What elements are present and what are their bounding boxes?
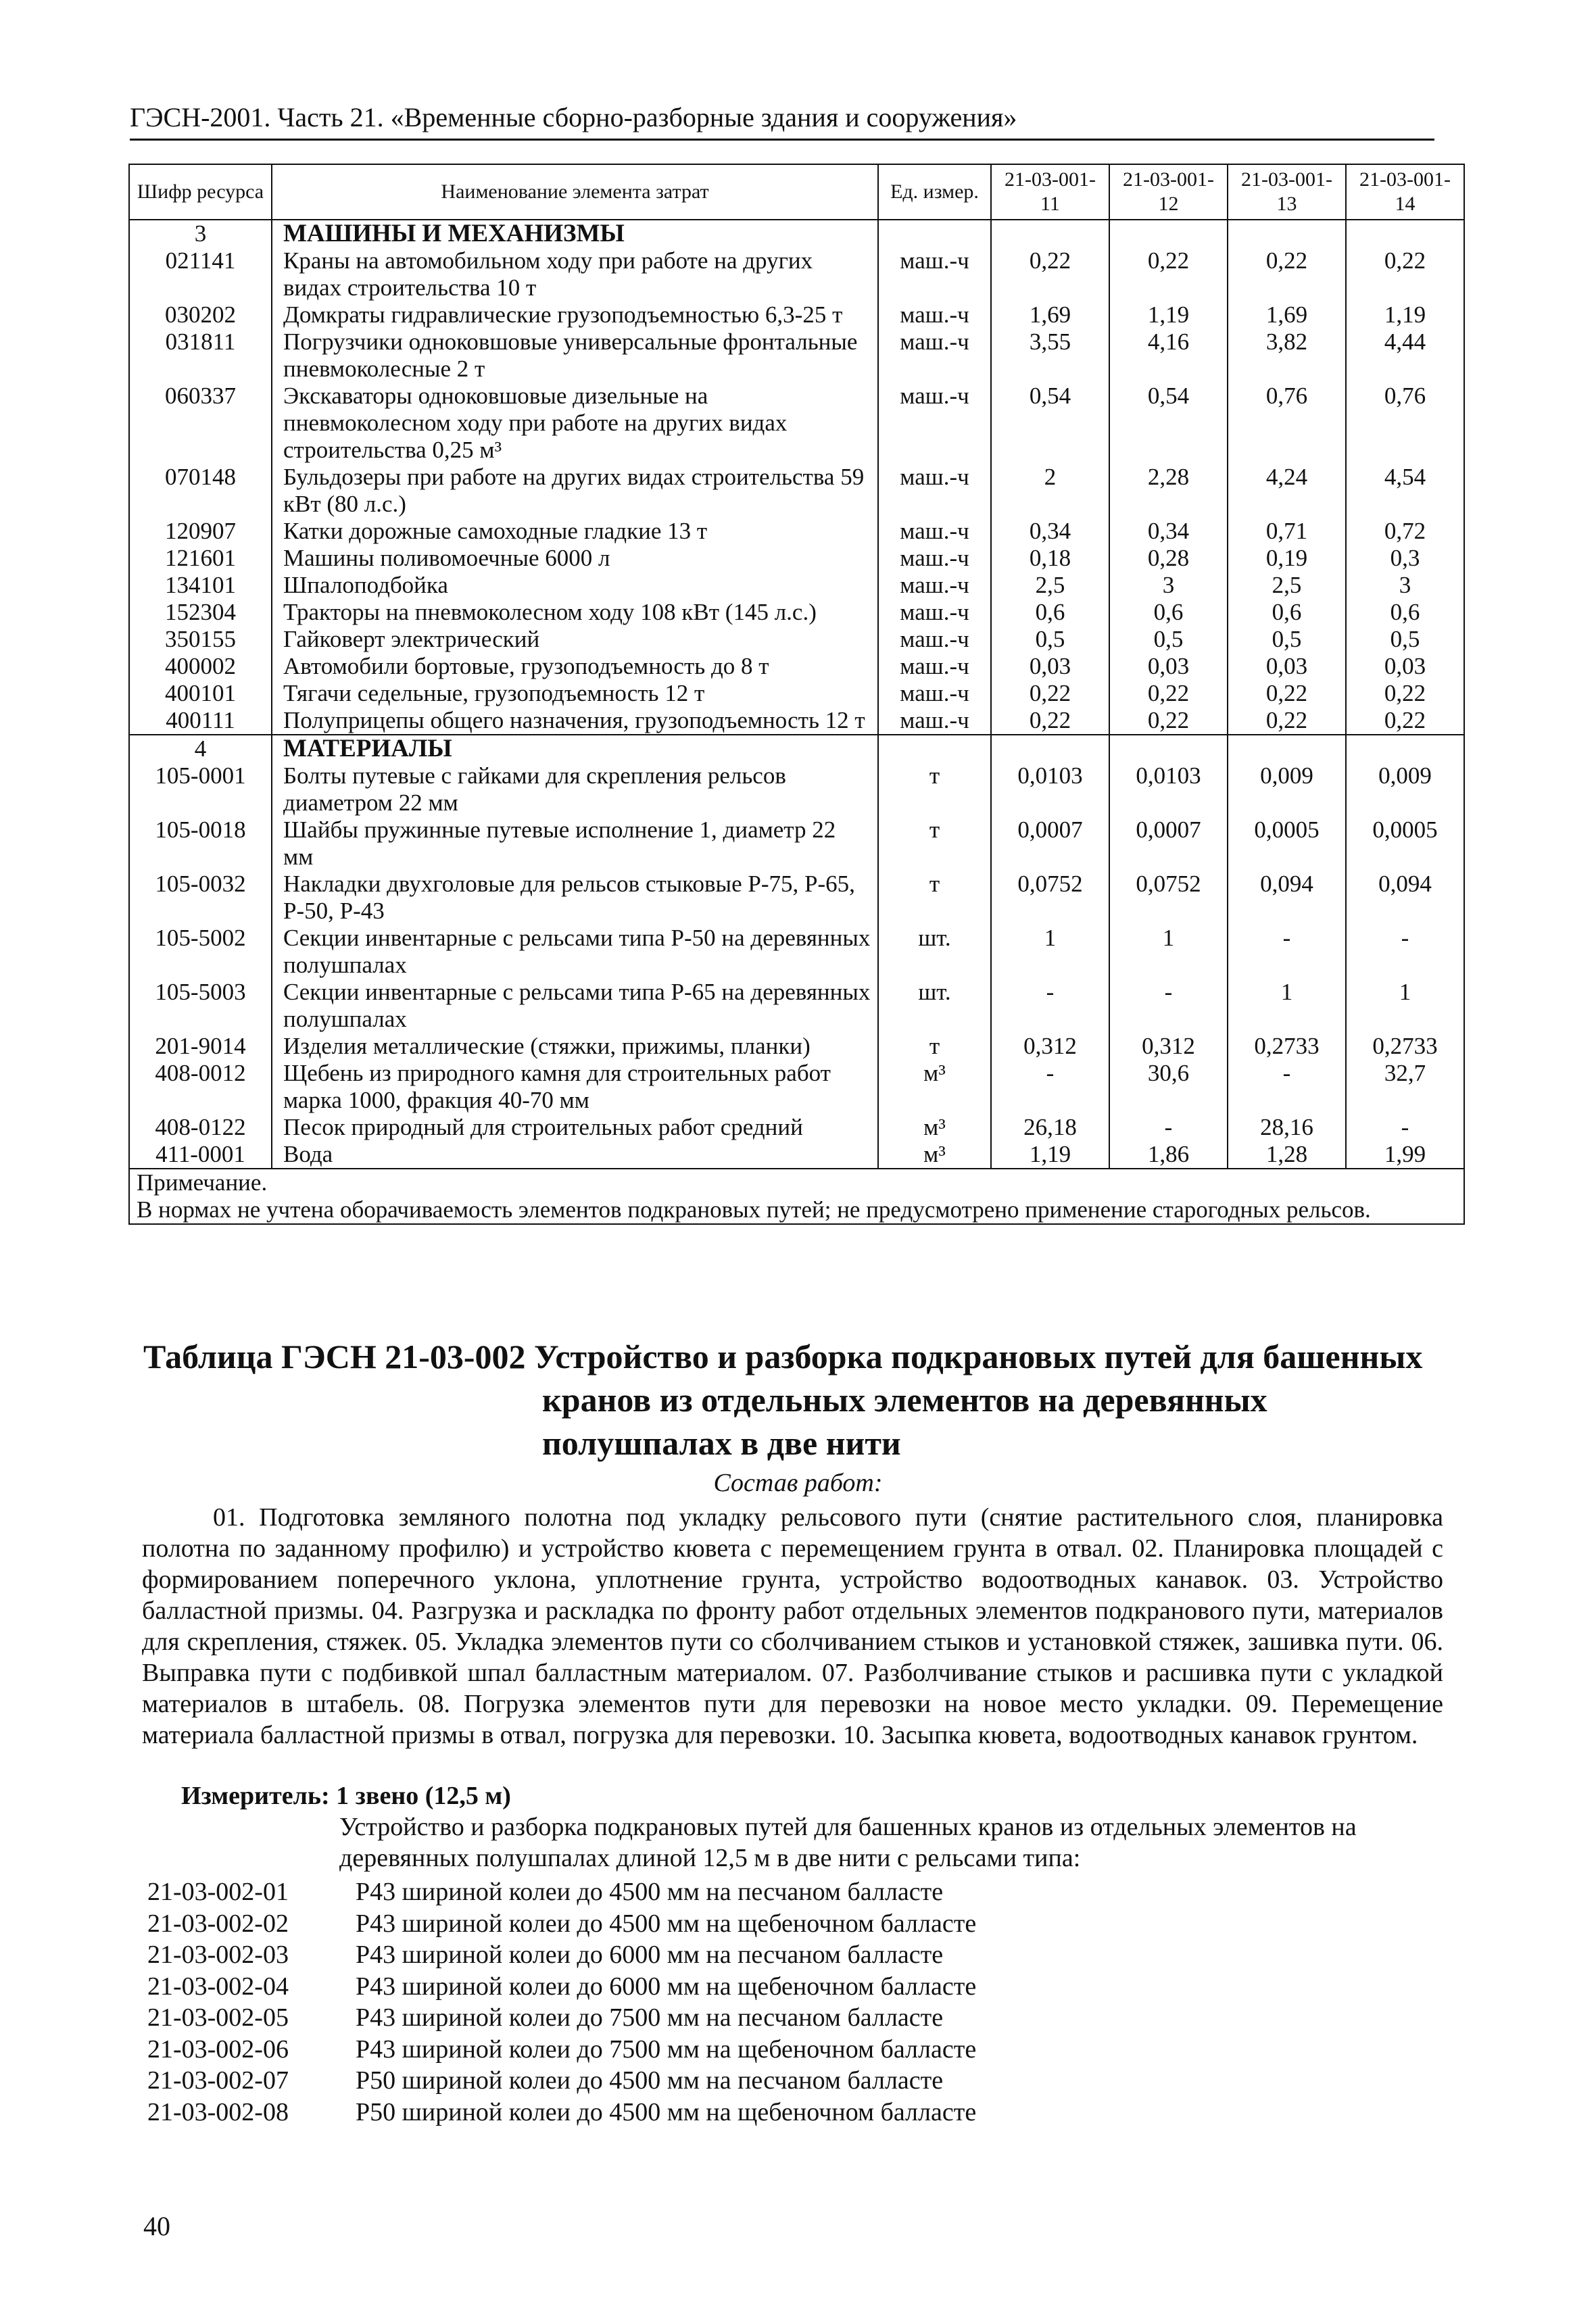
unit: маш.-ч — [878, 680, 991, 707]
norm-value: 0,72 — [1346, 518, 1464, 545]
resource-name: Секции инвентарные с рельсами типа Р-50 на деревянных полушпалах — [272, 925, 878, 979]
norm-value: 0,22 — [991, 247, 1109, 301]
section-title: МАШИНЫ И МЕХАНИЗМЫ — [272, 220, 878, 247]
norm-value: 1,28 — [1228, 1141, 1346, 1169]
code-list-item — [147, 1908, 976, 1940]
table-row — [129, 599, 1464, 626]
table-row — [129, 1033, 1464, 1060]
norm-value: 0,28 — [1109, 545, 1228, 572]
col-header-code: Шифр ресурса — [129, 164, 272, 220]
norm-value: 1,19 — [991, 1141, 1109, 1169]
resource-name: Гайковерт электрический — [272, 626, 878, 653]
col-header-norm-13: 21-03-001-13 — [1228, 164, 1346, 220]
norm-value: 32,7 — [1346, 1060, 1464, 1114]
resource-name: Тракторы на пневмоколесном ходу 108 кВт (145 л.с.) — [272, 599, 878, 626]
norm-value: 0,5 — [1109, 626, 1228, 653]
resource-name: Катки дорожные самоходные гладкие 13 т — [272, 518, 878, 545]
resource-name: Автомобили бортовые, грузоподъемность до 8 т — [272, 653, 878, 680]
unit: маш.-ч — [878, 599, 991, 626]
resource-code: 060337 — [129, 383, 272, 464]
unit: т — [878, 871, 991, 925]
table-row — [129, 383, 1464, 464]
code-list-item — [147, 2034, 976, 2066]
unit: т — [878, 762, 991, 817]
norm-value: 3 — [1109, 572, 1228, 599]
norm-value: 0,03 — [1109, 653, 1228, 680]
norm-value: 0,0005 — [1228, 817, 1346, 871]
norm-value: 1 — [991, 925, 1109, 979]
norm-value: 1 — [1109, 925, 1228, 979]
unit: маш.-ч — [878, 653, 991, 680]
norm-value: 0,312 — [991, 1033, 1109, 1060]
resource-code: 031811 — [129, 328, 272, 383]
unit: маш.-ч — [878, 301, 991, 328]
norm-value: 1,19 — [1346, 301, 1464, 328]
resource-code: 105-0032 — [129, 871, 272, 925]
norm-value: 3,82 — [1228, 328, 1346, 383]
resource-code: 030202 — [129, 301, 272, 328]
resource-code: 152304 — [129, 599, 272, 626]
norm-value: 0,0005 — [1346, 817, 1464, 871]
table-row — [129, 979, 1464, 1033]
note-cell — [129, 1169, 1464, 1224]
norm-value: 1,19 — [1109, 301, 1228, 328]
unit: т — [878, 817, 991, 871]
norm-value: 0,0752 — [991, 871, 1109, 925]
section-title — [143, 1335, 1461, 1465]
norm-code-description: Р43 шириной колеи до 7500 мм на песчаном балласте — [356, 2003, 944, 2032]
norm-value: - — [1346, 925, 1464, 979]
resource-code: 408-0012 — [129, 1060, 272, 1114]
resource-name: Машины поливомоечные 6000 л — [272, 545, 878, 572]
norm-value: 0,2733 — [1346, 1033, 1464, 1060]
table-row — [129, 817, 1464, 871]
section-title-line1: Таблица ГЭСН 21-03-002 Устройство и разборка подкрановых путей для башенных — [143, 1338, 1423, 1375]
norm-value: 4,54 — [1346, 464, 1464, 518]
resource-name: Щебень из природного камня для строительных работ марка 1000, фракция 40-70 мм — [272, 1060, 878, 1114]
norm-code: 21-03-002-02 — [147, 1909, 289, 1938]
norm-value: 1 — [1228, 979, 1346, 1033]
resource-code: 021141 — [129, 247, 272, 301]
norm-value: - — [1228, 1060, 1346, 1114]
norm-value: 0,22 — [1346, 707, 1464, 735]
norm-value: 0,03 — [1346, 653, 1464, 680]
col-header-norm-11: 21-03-001-11 — [991, 164, 1109, 220]
table-row — [129, 1141, 1464, 1169]
resource-name: Бульдозеры при работе на других видах строительства 59 кВт (80 л.с.) — [272, 464, 878, 518]
unit: маш.-ч — [878, 464, 991, 518]
resource-name: Экскаваторы одноковшовые дизельные на пневмоколесном ходу при работе на других видах строительства 0,25 м³ — [272, 383, 878, 464]
table-row — [129, 328, 1464, 383]
table-row — [129, 464, 1464, 518]
norm-value: 0,34 — [1109, 518, 1228, 545]
table-row — [129, 925, 1464, 979]
norm-value: 0,76 — [1228, 383, 1346, 464]
code-list-item — [147, 2097, 976, 2128]
norm-code: 21-03-002-05 — [147, 2003, 289, 2032]
norm-code-description: Р43 шириной колеи до 4500 мм на песчаном балласте — [356, 1878, 944, 1906]
table-row — [129, 653, 1464, 680]
empty-cell — [991, 735, 1109, 762]
unit: маш.-ч — [878, 518, 991, 545]
norm-code: 21-03-002-08 — [147, 2097, 289, 2126]
norm-value: 0,71 — [1228, 518, 1346, 545]
norm-code-description: Р43 шириной колеи до 6000 мм на песчаном балласте — [356, 1941, 944, 1969]
empty-cell — [1346, 220, 1464, 247]
norm-value: 0,0752 — [1109, 871, 1228, 925]
unit: шт. — [878, 979, 991, 1033]
resource-code: 105-5002 — [129, 925, 272, 979]
norm-value: 0,22 — [1109, 247, 1228, 301]
empty-cell — [878, 735, 991, 762]
table-row — [129, 871, 1464, 925]
norm-code-description: Р50 шириной колеи до 4500 мм на песчаном балласте — [356, 2066, 944, 2095]
resource-code: 134101 — [129, 572, 272, 599]
resource-code: 400101 — [129, 680, 272, 707]
norm-value: 0,22 — [1109, 707, 1228, 735]
section-row — [129, 735, 1464, 762]
norm-value: 0,6 — [1109, 599, 1228, 626]
resource-name: Полуприцепы общего назначения, грузоподъемность 12 т — [272, 707, 878, 735]
section-number: 4 — [129, 735, 272, 762]
resource-table — [128, 164, 1465, 1225]
norm-value: 0,312 — [1109, 1033, 1228, 1060]
table-row — [129, 707, 1464, 735]
norm-code: 21-03-002-01 — [147, 1878, 289, 1906]
running-header: ГЭСН-2001. Часть 21. «Временные сборно-разборные здания и сооружения» — [130, 101, 1434, 141]
norm-value: 2,5 — [1228, 572, 1346, 599]
measure-label: Измеритель: 1 звено (12,5 м) — [181, 1782, 511, 1810]
col-header-norm-12: 21-03-001-12 — [1109, 164, 1228, 220]
norm-value: 1,69 — [1228, 301, 1346, 328]
table-row — [129, 247, 1464, 301]
norm-code-description: Р43 шириной колеи до 4500 мм на щебеночном балласте — [356, 1909, 977, 1938]
norm-value: 2 — [991, 464, 1109, 518]
empty-cell — [878, 220, 991, 247]
norm-value: 0,0103 — [1109, 762, 1228, 817]
norm-value: 1,86 — [1109, 1141, 1228, 1169]
norm-code: 21-03-002-07 — [147, 2066, 289, 2095]
unit: маш.-ч — [878, 572, 991, 599]
norm-value: - — [1346, 1114, 1464, 1141]
work-composition-text: 01. Подготовка земляного полотна под укладку рельсового пути (снятие растительного слоя, планировка полотна по заданному профилю) и устройство кювета с перемещением грунта в отвал. 02. Планировка площадей с формированием поперечного уклона, уплотнение грунта, устройство водоотводных канавок. 03. Устройство балластной призмы. 04. Разгрузка и раскладка по фронту работ отдельных элементов подкранового пути, материалов для скрепления, стяжек. 05. Укладка элементов пути со сболчиванием стыков и установкой стяжек, зашивка пути. 06. Выправка пути с подбивкой шпал балластным материалом. 07. Разболчивание стыков и расшивка пути с укладкой материалов в штабель. 08. Погрузка элементов пути для перевозки на новое место укладки. 09. Перемещение материала балластной призмы в отвал, погрузка для перевозки. 10. Засыпка кювета, водоотводных канавок грунтом. — [142, 1503, 1443, 1749]
norm-value: 0,6 — [1346, 599, 1464, 626]
unit: м³ — [878, 1114, 991, 1141]
norm-value: 0,5 — [1228, 626, 1346, 653]
code-list-item — [147, 2065, 976, 2097]
norm-value: 0,6 — [991, 599, 1109, 626]
unit: маш.-ч — [878, 626, 991, 653]
norm-value: 0,22 — [991, 680, 1109, 707]
norm-value: 0,5 — [1346, 626, 1464, 653]
table-row — [129, 1060, 1464, 1114]
norm-value: - — [1228, 925, 1346, 979]
code-list-item — [147, 2002, 976, 2034]
norm-code: 21-03-002-06 — [147, 2034, 289, 2064]
unit: маш.-ч — [878, 328, 991, 383]
table-row — [129, 680, 1464, 707]
code-list-item — [147, 1876, 976, 1908]
note-text: В нормах не учтена оборачиваемость элементов подкрановых путей; не предусмотрено применение старогодных рельсов. — [137, 1196, 1371, 1223]
empty-cell — [1228, 735, 1346, 762]
norm-value: 1,69 — [991, 301, 1109, 328]
norm-value: 0,0007 — [1109, 817, 1228, 871]
empty-cell — [1109, 220, 1228, 247]
norm-value: 0,22 — [1346, 247, 1464, 301]
norm-value: 1 — [1346, 979, 1464, 1033]
measure-description: Устройство и разборка подкрановых путей для башенных кранов из отдельных элементов на деревянных полушпалах длиной 12,5 м в две нити с рельсами типа: — [339, 1813, 1357, 1872]
norm-value: 0,009 — [1346, 762, 1464, 817]
norm-value: 0,2733 — [1228, 1033, 1346, 1060]
norm-value: 4,44 — [1346, 328, 1464, 383]
resource-name: Изделия металлические (стяжки, прижимы, планки) — [272, 1033, 878, 1060]
table-body — [129, 220, 1464, 1224]
norm-value: 0,094 — [1228, 871, 1346, 925]
norm-value: 0,009 — [1228, 762, 1346, 817]
note-row — [129, 1169, 1464, 1224]
code-list-item — [147, 1971, 976, 2003]
norm-value: 0,22 — [991, 707, 1109, 735]
section-number: 3 — [129, 220, 272, 247]
norm-value: 0,03 — [1228, 653, 1346, 680]
resource-code: 070148 — [129, 464, 272, 518]
note-title: Примечание. — [137, 1169, 268, 1196]
norm-value: 0,094 — [1346, 871, 1464, 925]
unit: маш.-ч — [878, 247, 991, 301]
unit: маш.-ч — [878, 383, 991, 464]
empty-cell — [1109, 735, 1228, 762]
resource-code: 400111 — [129, 707, 272, 735]
norm-value: 0,0007 — [991, 817, 1109, 871]
work-composition-label: Состав работ: — [713, 1469, 883, 1497]
table-header-row — [129, 164, 1464, 220]
norm-value: 0,5 — [991, 626, 1109, 653]
norm-value: 0,22 — [1228, 247, 1346, 301]
resource-name: Тягачи седельные, грузоподъемность 12 т — [272, 680, 878, 707]
norm-value: 4,24 — [1228, 464, 1346, 518]
resource-name: Шайбы пружинные путевые исполнение 1, диаметр 22 мм — [272, 817, 878, 871]
col-header-name: Наименование элемента затрат — [272, 164, 878, 220]
norm-code: 21-03-002-04 — [147, 1972, 289, 2001]
norm-value: 30,6 — [1109, 1060, 1228, 1114]
norm-value: 0,3 — [1346, 545, 1464, 572]
norm-value: 0,18 — [991, 545, 1109, 572]
unit: м³ — [878, 1141, 991, 1169]
table-row — [129, 518, 1464, 545]
section-title: МАТЕРИАЛЫ — [272, 735, 878, 762]
empty-cell — [1228, 220, 1346, 247]
resource-name: Накладки двухголовые для рельсов стыковые Р-75, Р-65, Р-50, Р-43 — [272, 871, 878, 925]
resource-name: Песок природный для строительных работ средний — [272, 1114, 878, 1141]
resource-code: 105-0001 — [129, 762, 272, 817]
norm-value: 3 — [1346, 572, 1464, 599]
resource-code: 411-0001 — [129, 1141, 272, 1169]
norm-value: 0,22 — [1228, 680, 1346, 707]
resource-name: Секции инвентарные с рельсами типа Р-65 на деревянных полушпалах — [272, 979, 878, 1033]
norm-value: 0,6 — [1228, 599, 1346, 626]
section-title-line2: кранов из отдельных элементов на деревянных полушпалах в две нити — [542, 1381, 1267, 1462]
table-row — [129, 762, 1464, 817]
norm-value: - — [1109, 979, 1228, 1033]
norm-value: 2,28 — [1109, 464, 1228, 518]
norm-code-description: Р43 шириной колеи до 6000 мм на щебеночном балласте — [356, 1972, 977, 2001]
norm-value: 0,22 — [1228, 707, 1346, 735]
empty-cell — [991, 220, 1109, 247]
unit: маш.-ч — [878, 545, 991, 572]
code-list-item — [147, 1939, 976, 1971]
table-row — [129, 1114, 1464, 1141]
table-row — [129, 301, 1464, 328]
norm-code-description: Р43 шириной колеи до 7500 мм на щебеночном балласте — [356, 2034, 977, 2064]
resource-code: 105-0018 — [129, 817, 272, 871]
norm-value: 0,22 — [1346, 680, 1464, 707]
norm-value: 0,03 — [991, 653, 1109, 680]
norm-value: 0,22 — [1109, 680, 1228, 707]
norm-value: 26,18 — [991, 1114, 1109, 1141]
resource-code: 201-9014 — [129, 1033, 272, 1060]
resource-name: Краны на автомобильном ходу при работе на других видах строительства 10 т — [272, 247, 878, 301]
unit: маш.-ч — [878, 707, 991, 735]
norm-value: 0,76 — [1346, 383, 1464, 464]
norm-value: 4,16 — [1109, 328, 1228, 383]
table-row — [129, 572, 1464, 599]
norm-value: - — [991, 979, 1109, 1033]
norm-value: 3,55 — [991, 328, 1109, 383]
section-row — [129, 220, 1464, 247]
norm-code-list — [147, 1876, 976, 2128]
norm-value: 0,54 — [1109, 383, 1228, 464]
empty-cell — [1346, 735, 1464, 762]
norm-value: 0,19 — [1228, 545, 1346, 572]
norm-value: 28,16 — [1228, 1114, 1346, 1141]
resource-name: Домкраты гидравлические грузоподъемностью 6,3-25 т — [272, 301, 878, 328]
table-row — [129, 545, 1464, 572]
unit: м³ — [878, 1060, 991, 1114]
resource-code: 400002 — [129, 653, 272, 680]
resource-name: Вода — [272, 1141, 878, 1169]
norm-code: 21-03-002-03 — [147, 1941, 289, 1969]
norm-code-description: Р50 шириной колеи до 4500 мм на щебеночном балласте — [356, 2097, 977, 2126]
norm-value: 0,34 — [991, 518, 1109, 545]
table-row — [129, 626, 1464, 653]
norm-value: 0,54 — [991, 383, 1109, 464]
resource-code: 121601 — [129, 545, 272, 572]
resource-code: 350155 — [129, 626, 272, 653]
resource-code: 408-0122 — [129, 1114, 272, 1141]
resource-name: Погрузчики одноковшовые универсальные фронтальные пневмоколесные 2 т — [272, 328, 878, 383]
norm-value: - — [1109, 1114, 1228, 1141]
norm-value: 0,0103 — [991, 762, 1109, 817]
col-header-unit: Ед. измер. — [878, 164, 991, 220]
unit: шт. — [878, 925, 991, 979]
col-header-norm-14: 21-03-001-14 — [1346, 164, 1464, 220]
resource-name: Шпалоподбойка — [272, 572, 878, 599]
resource-name: Болты путевые с гайками для скрепления рельсов диаметром 22 мм — [272, 762, 878, 817]
resource-code: 105-5003 — [129, 979, 272, 1033]
resource-code: 120907 — [129, 518, 272, 545]
norm-value: 2,5 — [991, 572, 1109, 599]
norm-value: 1,99 — [1346, 1141, 1464, 1169]
norm-value: - — [991, 1060, 1109, 1114]
page-number: 40 — [143, 2211, 170, 2241]
unit: т — [878, 1033, 991, 1060]
